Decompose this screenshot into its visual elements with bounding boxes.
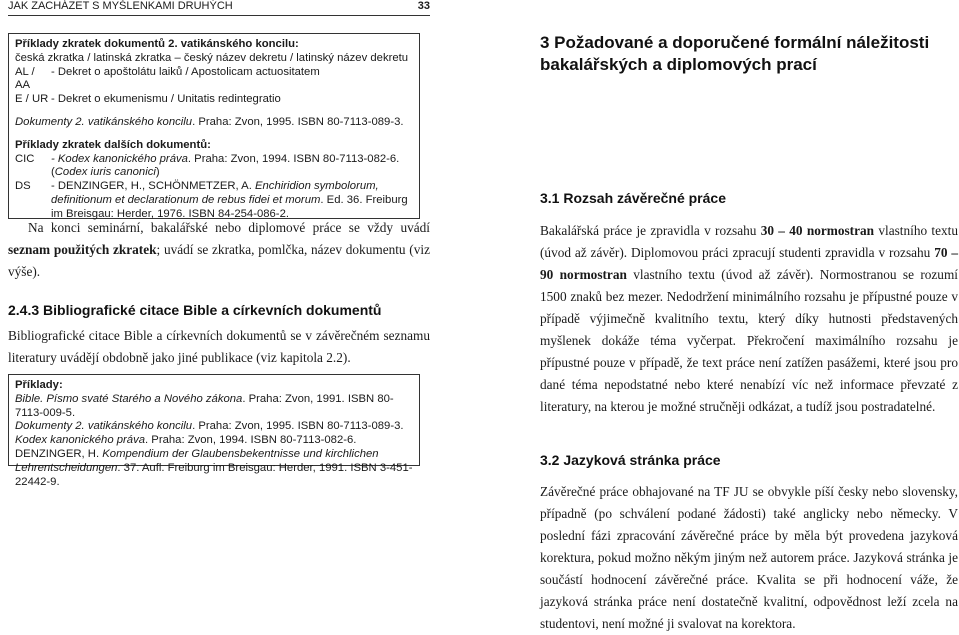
paragraph-text: vlastního textu (úvod až závěr). Normostranou se rozumí 1500 znaků bez mezer. Nedodržení minimálního rozsahu je přípustné pouze v případě výjimečně kvalitního textu, který díky hutnosti představených myšlenek dokáže téma vyčerpat. Překročení maximálního rozsahu je přípustné pouze v případě, že text práce není zatížen pasážemi, které jsou pro dané téma nepodstatné nebo které nenabízí víc než informace převzaté z literatury, na kterou je možné stručněji odkázat, a tudíž jsou postradatelné. (540, 267, 958, 414)
abbreviations-box (8, 33, 420, 219)
abbrev-row (15, 66, 413, 94)
citation-rest: . Ed. 36. Freiburg im Breisgau: Herder, 1976. ISBN 84-254-086-2. (51, 193, 408, 220)
citation-rest: . Praha: Zvon, 1995. ISBN 80-7113-089-3. (192, 115, 404, 128)
right-page (540, 0, 959, 631)
section-heading: 3.2 Jazyková stránka práce (540, 452, 721, 468)
citation-author: DENZINGER, H. (15, 447, 103, 460)
examples-box (8, 374, 420, 488)
left-page (0, 0, 440, 613)
citation-rest: . Praha: Zvon, 1994. ISBN 80-7113-082-6. (145, 434, 357, 447)
citation-end: ) (155, 166, 160, 179)
abbrev-row (15, 93, 413, 107)
box-title: Příklady: (15, 379, 63, 391)
abbrev-value (51, 180, 413, 221)
example-citation (15, 420, 413, 434)
citation-title: Enchiridion symbolorum, definitionum et declarationum de rebus fidei et morum (51, 180, 379, 206)
citation-rest: . Praha: Zvon, 1995. ISBN 80-7113-089-3. (192, 420, 404, 433)
citation-title: Dokumenty 2. vatikánského koncilu (15, 420, 193, 433)
abbrev-value: - Dekret o apoštolátu laiků / Apostolicam actuositatem (51, 65, 320, 78)
paragraph-bold: seznam použitých zkratek (8, 242, 157, 257)
paragraph (540, 220, 958, 418)
example-citation (15, 434, 413, 448)
abbrev-key: DS (15, 180, 31, 193)
page-number: 33 (417, 0, 430, 12)
citation-title: Bible. Písmo svaté Starého a Nového zákona (15, 392, 243, 405)
citation-rest: . Praha: Zvon, 1991. ISBN 80-7113-009-5. (15, 392, 394, 419)
source-citation (15, 116, 413, 130)
box-subtitle: Příklady zkratek dalších dokumentů: (15, 138, 211, 151)
citation-title: Kodex kanonického práva (15, 434, 146, 447)
abbrev-key: CIC (15, 152, 35, 165)
paragraph: Závěrečné práce obhajované na TF JU se obvykle píší česky nebo slovensky, případně (po schválení podané žádosti) také anglicky nebo německy. V poslední fázi zpracování závěrečné práce by měla být provedena jazyková korektura, pokud možno někým jiným než autorem práce. Jazyková stránka je součástí hodnocení závěrečné práce. Kvalita se při hodnocení váže, že jazyková stránka práce není dostatečně kvalitní, odpovědnost leží zcela na studentovi, není možné ji svalovat na korektora. (540, 484, 958, 631)
abbrev-value: - Dekret o ekumenismu / Unitatis redintegratio (51, 93, 281, 106)
paragraph: Bibliografické citace Bible a církevních dokumentů se v závěrečném seznamu literatury uvádějí obdobně jako jiné publikace (viz kapitola 2.2). (8, 328, 430, 365)
paragraph-bold: 70 – 90 normostran (540, 245, 958, 282)
abbrev-value (51, 153, 413, 181)
paragraph-text: Na konci seminární, bakalářské nebo diplomové práce se vždy uvádí (28, 220, 430, 235)
abbrev-key: E / UR (15, 93, 49, 106)
section-heading: 2.4.3 Bibliografické citace Bible a církevních dokumentů (8, 302, 382, 318)
box-title: Příklady zkratek dokumentů 2. vatikánského koncilu: (15, 38, 299, 50)
example-citation (15, 393, 413, 421)
running-header (8, 0, 430, 16)
citation-author: - DENZINGER, H., SCHÖNMETZER, A. (51, 180, 255, 193)
abbrev-row (15, 180, 413, 221)
paragraph-text: Bakalářská práce je zpravidla v rozsahu (540, 223, 761, 238)
paragraph-text: vlastního textu (úvod až závěr). Diplomovou práci zpracují studenti zpravidla v rozsahu (540, 223, 958, 260)
chapter-heading: 3 Požadované a doporučené formální náležitosti bakalářských a diplomových prací (540, 33, 930, 74)
abbrev-key: AL / AA (15, 65, 35, 92)
citation-rest: . 37. Aufl. Freiburg im Breisgau: Herder, 1991. ISBN 3-451-22442-9. (15, 461, 413, 488)
abbrev-row (15, 153, 413, 181)
example-citation (15, 448, 413, 489)
paragraph (8, 217, 430, 283)
citation-title: - Kodex kanonického práva (51, 152, 188, 165)
section-heading: 3.1 Rozsah závěrečné práce (540, 190, 726, 206)
paragraph-bold: 30 – 40 normostran (760, 223, 875, 238)
paragraph-text: ; uvádí se zkratka, pomlčka, název dokumentu (viz výše). (8, 242, 430, 279)
box-intro: česká zkratka / latinská zkratka – český název dekretu / latinský název dekretu (15, 51, 409, 64)
citation-title-latin: Codex iuris canonici (54, 166, 156, 179)
citation-title: Kompendium der Glaubensbekentnisse und kirchlichen Lehrentscheidungen (15, 447, 379, 474)
citation-rest: . Praha: Zvon, 1994. ISBN 80-7113-082-6. ( (51, 152, 400, 179)
header-title: JAK ZACHÁZET S MYŠLENKAMI DRUHÝCH (8, 0, 233, 12)
citation-title: Dokumenty 2. vatikánského koncilu (15, 115, 193, 128)
